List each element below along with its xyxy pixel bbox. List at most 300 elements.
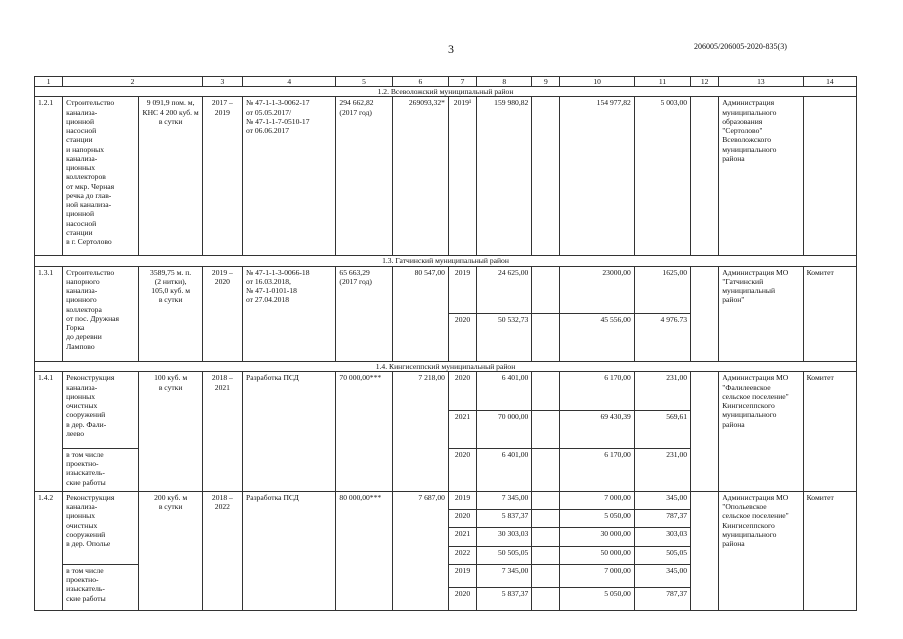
text-line: Администрация МО <box>722 373 789 383</box>
cell-text: 12 <box>700 77 709 86</box>
text-line: от мкр. Черная <box>66 181 115 191</box>
cell-text: 1625,00 <box>662 267 688 277</box>
capacity <box>139 266 202 362</box>
text-line: 294 662,82 <box>339 98 374 108</box>
text-line: "Фалилеевское <box>722 382 771 392</box>
col12-empty <box>691 491 719 610</box>
text-line: 2022 <box>214 502 230 512</box>
row-id <box>35 97 63 256</box>
column-number <box>336 77 392 87</box>
col12-empty <box>691 97 719 256</box>
cell-text: 1.4. Кингисеппский муниципальный район <box>375 362 516 372</box>
text-line: 9 091,9 пом. м, <box>146 98 195 108</box>
col11-value <box>634 266 690 314</box>
sub-name <box>63 448 139 491</box>
estimated-cost <box>336 97 392 256</box>
text-line: от 27.04.2018 <box>245 295 290 305</box>
text-line: сельское поселение" <box>722 391 789 401</box>
text-line: 2018 – <box>211 492 233 502</box>
text-line: Администрация <box>722 98 775 108</box>
cell-text: 3 <box>220 77 225 86</box>
text-line: в дер. Ополье <box>66 539 111 549</box>
column-number <box>477 77 532 87</box>
section-row <box>35 362 857 372</box>
cell-text: 14 <box>826 77 834 86</box>
cell-text: 505,05 <box>666 547 688 557</box>
text-line: напорного <box>66 276 100 286</box>
section-title <box>35 362 857 372</box>
text-line: Всеволожского <box>722 135 772 145</box>
text-line: в сутки <box>158 295 183 305</box>
col9-empty <box>532 266 560 314</box>
cell-text: 5 050,00 <box>604 588 631 598</box>
col9-empty <box>532 491 560 509</box>
cell-text: 10 <box>593 77 601 86</box>
year <box>448 266 476 314</box>
text-line: в том числе <box>66 565 104 575</box>
cell-text: 2020 <box>454 373 471 383</box>
cell-text: 50 000,00 <box>600 547 631 557</box>
cell-text: 1.2. Всеволожский муниципальный район <box>377 87 514 97</box>
text-line: проектно- <box>66 575 99 585</box>
sub-col11-value <box>634 564 690 587</box>
cell-text: 70 000,00 <box>497 411 529 421</box>
text-line: Разработка ПСД <box>245 373 299 383</box>
project-name <box>63 97 139 256</box>
cell-text: 50 532,73 <box>497 315 529 325</box>
section-row <box>35 87 857 97</box>
cell-text: 569,61 <box>666 411 688 421</box>
sub-col10-value <box>560 448 634 491</box>
text-line: до деревни <box>66 332 102 342</box>
col10-value <box>560 510 634 528</box>
text-line: ские работы <box>66 593 106 603</box>
cell-text: 2022 <box>454 547 471 557</box>
text-line: проектно- <box>66 459 99 469</box>
cell-text: 30 303,03 <box>497 529 529 539</box>
text-line: станции <box>66 227 93 237</box>
responsible-owner <box>719 266 803 362</box>
col11-value <box>634 546 690 564</box>
col8-value <box>477 510 532 528</box>
cell-text: 7 000,00 <box>604 565 631 575</box>
text-line: Администрация МО <box>722 267 789 277</box>
table-row <box>35 266 857 314</box>
text-line: ские работы <box>66 477 106 487</box>
year <box>448 528 476 546</box>
text-line: изыскатель- <box>66 584 105 594</box>
cell-text: 6 401,00 <box>501 373 529 383</box>
estimated-cost <box>336 491 392 610</box>
col10-value <box>560 372 634 410</box>
col14-value <box>803 97 856 256</box>
sub-col11-value <box>634 448 690 491</box>
col11-value <box>634 410 690 448</box>
cell-text: 80 547,00 <box>414 267 445 277</box>
col9-empty <box>532 372 560 410</box>
cell-text: 2020 <box>454 511 471 521</box>
text-line: ционной <box>66 209 95 219</box>
text-line: муниципальный <box>722 286 776 296</box>
col10-value <box>560 97 634 256</box>
col10-value <box>560 266 634 314</box>
column-number <box>448 77 476 87</box>
text-line: муниципального <box>722 107 777 117</box>
sub-year <box>448 564 476 587</box>
text-line: и напорных <box>66 144 105 154</box>
text-line: изыскатель- <box>66 468 105 478</box>
cell-text: 7 687,00 <box>418 492 445 502</box>
text-line: (2 нитки), <box>154 276 187 286</box>
text-line: коллекторов <box>66 172 106 182</box>
cell-text: 2021 <box>454 411 471 421</box>
text-line: муниципального <box>722 144 777 154</box>
text-line: муниципального <box>722 529 777 539</box>
cell-text: 13 <box>757 77 765 86</box>
text-line: 2021 <box>214 382 230 392</box>
section-title <box>35 87 857 97</box>
text-line: 65 663,29 <box>339 267 370 277</box>
row-id <box>35 266 63 362</box>
year <box>448 314 476 362</box>
cell-text: 787,37 <box>666 511 688 521</box>
column-number <box>560 77 634 87</box>
col6-value <box>392 491 448 610</box>
text-line: ционного <box>66 295 97 305</box>
text-line: "Сертолово" <box>722 126 763 136</box>
col8-value <box>477 546 532 564</box>
col10-value <box>560 528 634 546</box>
column-number <box>242 77 335 87</box>
row-id <box>35 372 63 492</box>
year <box>448 491 476 509</box>
col6-value <box>392 266 448 362</box>
text-line: ционной <box>66 116 95 126</box>
col14-value <box>803 372 856 492</box>
table-row <box>35 372 857 410</box>
col6-value <box>392 97 448 256</box>
text-line: в сутки <box>158 502 183 512</box>
col14-value <box>803 266 856 362</box>
text-line: Реконструкция <box>66 373 115 383</box>
cell-text: 6 <box>418 77 423 86</box>
section-title <box>35 256 857 266</box>
expertise-docs <box>242 266 335 362</box>
period <box>202 372 242 492</box>
text-line: района <box>722 419 745 429</box>
column-number <box>691 77 719 87</box>
sub-col8-value <box>477 564 532 587</box>
estimated-cost <box>336 372 392 492</box>
text-line: 100 куб. м <box>154 373 188 383</box>
sub-col10-value <box>560 564 634 587</box>
text-line: Горка <box>66 323 85 333</box>
text-line: ной канализа- <box>66 200 112 210</box>
col10-value <box>560 314 634 362</box>
text-line: № 47-1-1-7-0510-17 <box>245 116 310 126</box>
col8-value <box>477 266 532 314</box>
cell-text: 7 000,00 <box>604 492 631 502</box>
text-line: 2020 <box>214 276 230 286</box>
text-line: сельское поселение" <box>722 511 789 521</box>
sub-col11-value <box>634 587 690 610</box>
cell-text: 7 218,00 <box>418 373 445 383</box>
sub-col8-value <box>477 587 532 610</box>
text-line: "Гатчинский <box>722 276 764 286</box>
text-line: 2018 – <box>211 373 233 383</box>
text-line: очистных <box>66 401 98 411</box>
cell-text: 1 <box>46 77 51 86</box>
cell-text: 2019 <box>454 565 471 575</box>
column-number <box>63 77 203 87</box>
col9-empty <box>532 510 560 528</box>
text-line: Строительство <box>66 98 115 108</box>
text-line: район" <box>722 295 745 305</box>
text-line: 105,0 куб. м <box>151 286 190 296</box>
year <box>448 546 476 564</box>
cell-text: 6 170,00 <box>604 373 631 383</box>
text-line: канализа- <box>66 502 98 512</box>
col12-empty <box>691 372 719 492</box>
text-line: Кингисеппского <box>722 401 775 411</box>
col9-empty <box>532 314 560 362</box>
col11-value <box>634 97 690 256</box>
sub-year <box>448 448 476 491</box>
year <box>448 97 476 256</box>
text-line: канализа- <box>66 107 98 117</box>
text-line: муниципального <box>722 410 777 420</box>
document-code: 206005/206005-2020-835(3) <box>694 42 787 51</box>
sub-col9-empty <box>532 448 560 491</box>
cell-text: 231,00 <box>666 449 688 459</box>
year <box>448 410 476 448</box>
cell-text: 7 345,00 <box>501 492 529 502</box>
text-line: очистных <box>66 520 98 530</box>
text-line: сооружений <box>66 410 106 420</box>
cell-text: 11 <box>658 77 667 86</box>
sub-col10-value <box>560 587 634 610</box>
text-line: 2017 – <box>211 98 233 108</box>
text-line: насосной <box>66 126 97 136</box>
column-number <box>634 77 690 87</box>
col11-value <box>634 510 690 528</box>
text-line: Разработка ПСД <box>245 492 299 502</box>
cell-text: 2021 <box>454 529 471 539</box>
project-name <box>63 266 139 362</box>
cell-text: 2019 <box>454 492 471 502</box>
text-line: № 47-1-0101-18 <box>245 286 297 296</box>
col8-value <box>477 410 532 448</box>
col11-value <box>634 528 690 546</box>
col9-empty <box>532 528 560 546</box>
responsible-owner <box>719 372 803 492</box>
text-line: канализа- <box>66 286 98 296</box>
text-line: ционных <box>66 511 96 521</box>
cell-text: 50 505,05 <box>497 547 529 557</box>
text-line: Кингисеппского <box>722 520 775 530</box>
text-line: 3589,75 м. п. <box>150 267 192 277</box>
text-line: Строительство <box>66 267 115 277</box>
text-line: в г. Сертолово <box>66 237 112 247</box>
column-number <box>35 77 63 87</box>
text-line: (2017 год) <box>339 276 372 286</box>
col8-value <box>477 372 532 410</box>
estimated-cost <box>336 266 392 362</box>
row-id <box>35 491 63 610</box>
col8-value <box>477 97 532 256</box>
text-line: в дер. Фали- <box>66 419 107 429</box>
text-line: речка до глав- <box>66 190 112 200</box>
capacity <box>139 372 202 492</box>
text-line: канализа- <box>66 382 98 392</box>
cell-text: 5 837,37 <box>501 588 529 598</box>
text-line: в сутки <box>158 116 183 126</box>
table-row <box>35 491 857 509</box>
cell-text: 24 625,00 <box>497 267 529 277</box>
responsible-owner <box>719 97 803 256</box>
cell-text: 6 170,00 <box>604 449 631 459</box>
text-line: станции <box>66 135 93 145</box>
text-line: 70 000,00*** <box>339 373 382 383</box>
text-line: района <box>722 539 745 549</box>
capacity <box>139 491 202 610</box>
page-number: 3 <box>448 42 454 56</box>
text-line: № 47-1-1-3-0062-17 <box>245 98 310 108</box>
text-line: № 47-1-1-3-0066-18 <box>245 267 310 277</box>
text-line: Администрация МО <box>722 492 789 502</box>
cell-text: 4 976.73 <box>660 315 688 325</box>
text-line: 2019 <box>214 107 230 117</box>
cell-text: 5 837,37 <box>501 511 529 521</box>
cell-text: 1.4.2 <box>38 492 54 502</box>
text-line: леево <box>66 428 84 438</box>
capacity <box>139 97 202 256</box>
text-line: 200 куб. м <box>154 492 188 502</box>
col14-value <box>803 491 856 610</box>
cell-text: 7 345,00 <box>501 565 529 575</box>
period <box>202 97 242 256</box>
col12-empty <box>691 266 719 362</box>
col11-value <box>634 372 690 410</box>
text-line: района <box>722 153 745 163</box>
expertise-docs <box>242 372 335 492</box>
expertise-docs <box>242 97 335 256</box>
text-line: Лампово <box>66 341 95 351</box>
text-line: от 05.05.2017/ <box>245 107 292 117</box>
cell-text: 1.4.1 <box>38 373 54 383</box>
text-line: в том числе <box>66 449 104 459</box>
cell-text: 5 <box>362 77 366 86</box>
sub-col9-empty <box>532 564 560 587</box>
cell-text: 269093,32* <box>408 98 445 108</box>
text-line: канализа- <box>66 153 98 163</box>
col10-value <box>560 410 634 448</box>
sub-col9-empty <box>532 587 560 610</box>
cell-text: 8 <box>502 77 507 86</box>
investment-table <box>34 76 857 611</box>
text-line: 2019 – <box>211 267 233 277</box>
year <box>448 372 476 410</box>
text-line: сооружений <box>66 529 106 539</box>
col6-value <box>392 372 448 492</box>
text-line: ционных <box>66 163 96 173</box>
cell-text: 345,00 <box>666 492 688 502</box>
column-number <box>532 77 560 87</box>
cell-text: 2019 <box>454 267 471 277</box>
col9-empty <box>532 97 560 256</box>
cell-text: Комитет <box>806 373 834 383</box>
col10-value <box>560 546 634 564</box>
cell-text: 1.3. Гатчинский муниципальный район <box>382 256 509 266</box>
cell-text: 154 977,82 <box>596 98 631 108</box>
column-number <box>803 77 856 87</box>
col10-value <box>560 491 634 509</box>
text-line: образования <box>722 116 763 126</box>
column-number-row <box>35 77 857 87</box>
cell-text: 2020 <box>454 449 471 459</box>
cell-text: 2020 <box>454 588 471 598</box>
responsible-owner <box>719 491 803 610</box>
column-number <box>719 77 803 87</box>
col11-value <box>634 314 690 362</box>
cell-text: 5 003,00 <box>660 98 688 108</box>
cell-text: 4 <box>287 77 292 86</box>
cell-text: 6 401,00 <box>501 449 529 459</box>
cell-text: 5 050,00 <box>604 511 631 521</box>
cell-text: 787,37 <box>666 588 688 598</box>
cell-text: 1.2.1 <box>38 98 54 108</box>
cell-text: 7 <box>460 77 465 86</box>
text-line: в сутки <box>158 382 183 392</box>
cell-text: Комитет <box>806 267 834 277</box>
text-line: КНС 4 200 куб. м <box>142 107 199 117</box>
col11-value <box>634 491 690 509</box>
section-row <box>35 256 857 266</box>
table-row <box>35 97 857 256</box>
col9-empty <box>532 410 560 448</box>
text-line: ционных <box>66 391 96 401</box>
cell-text: 231,00 <box>666 373 688 383</box>
text-line: "Опольевское <box>722 502 767 512</box>
cell-text: 159 980,82 <box>494 98 529 108</box>
text-line: Реконструкция <box>66 492 115 502</box>
cell-text: 45 556,00 <box>600 315 631 325</box>
cell-text: 303,03 <box>666 529 688 539</box>
text-line: насосной <box>66 218 97 228</box>
cell-text: 1.3.1 <box>38 267 54 277</box>
cell-text: Комитет <box>806 492 834 502</box>
cell-text: 345,00 <box>666 565 688 575</box>
cell-text: 2019¹ <box>453 98 472 108</box>
col8-value <box>477 314 532 362</box>
text-line: 80 000,00*** <box>339 492 382 502</box>
cell-text: 9 <box>544 77 548 86</box>
col9-empty <box>532 546 560 564</box>
expertise-docs <box>242 491 335 610</box>
column-number <box>392 77 448 87</box>
period <box>202 266 242 362</box>
cell-text: 30 000,00 <box>600 529 631 539</box>
text-line: от 16.03.2018, <box>245 276 291 286</box>
project-name <box>63 491 139 564</box>
col8-value <box>477 528 532 546</box>
col8-value <box>477 491 532 509</box>
cell-text: 2 <box>130 77 135 86</box>
cell-text: 69 430,39 <box>600 411 631 421</box>
text-line: от 06.06.2017 <box>245 126 290 136</box>
text-line: (2017 год) <box>339 107 372 117</box>
sub-year <box>448 587 476 610</box>
